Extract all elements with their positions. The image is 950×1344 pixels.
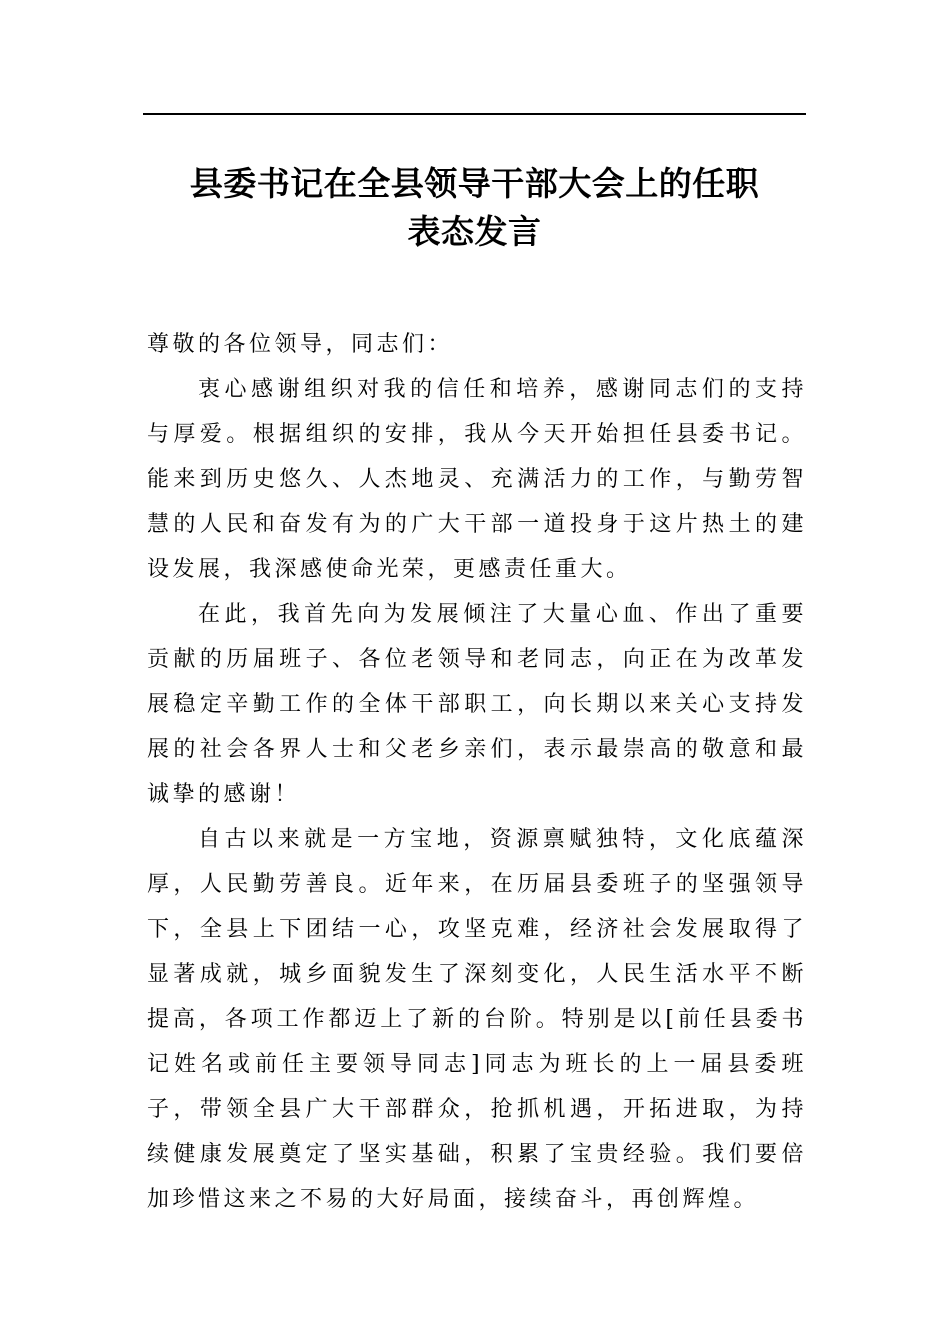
document-body bbox=[147, 322, 807, 1222]
salutation: 尊敬的各位领导，同志们： bbox=[147, 332, 454, 357]
paragraph-2: 在此，我首先向为发展倾注了大量心血、作出了重要贡献的历届班子、各位老领导和老同志，向正在为改革发展稳定辛勤工作的全体干部职工，向长期以来关心支持发展的社会各界人士和父老乡亲们，表示最崇高的敬意和最诚挚的感谢！ bbox=[147, 602, 807, 807]
title-line-2: 表态发言 bbox=[407, 212, 542, 251]
paragraph-3: 自古以来就是一方宝地，资源禀赋独特，文化底蕴深厚，人民勤劳善良。近年来，在历届县委班子的坚强领导下，全县上下团结一心，攻坚克难，经济社会发展取得了显著成就，城乡面貌发生了深刻变化，人民生活水平不断提高，各项工作都迈上了新的台阶。特别是以[前任县委书记姓名或前任主要领导同志]同志为班长的上一届县委班子，带领全县广大干部群众，抢抓机遇，开拓进取，为持续健康发展奠定了坚实基础，积累了宝贵经验。我们要倍加珍惜这来之不易的大好局面，接续奋斗，再创辉煌。 bbox=[147, 827, 807, 1212]
title-line-1: 县委书记在全县领导干部大会上的任职 bbox=[189, 164, 760, 203]
header-rule bbox=[143, 113, 806, 115]
paragraph-1: 衷心感谢组织对我的信任和培养，感谢同志们的支持与厚爱。根据组织的安排，我从今天开始担任县委书记。能来到历史悠久、人杰地灵、充满活力的工作，与勤劳智慧的人民和奋发有为的广大干部一道投身于这片热土的建设发展，我深感使命光荣，更感责任重大。 bbox=[147, 377, 807, 582]
document-title bbox=[143, 160, 806, 256]
